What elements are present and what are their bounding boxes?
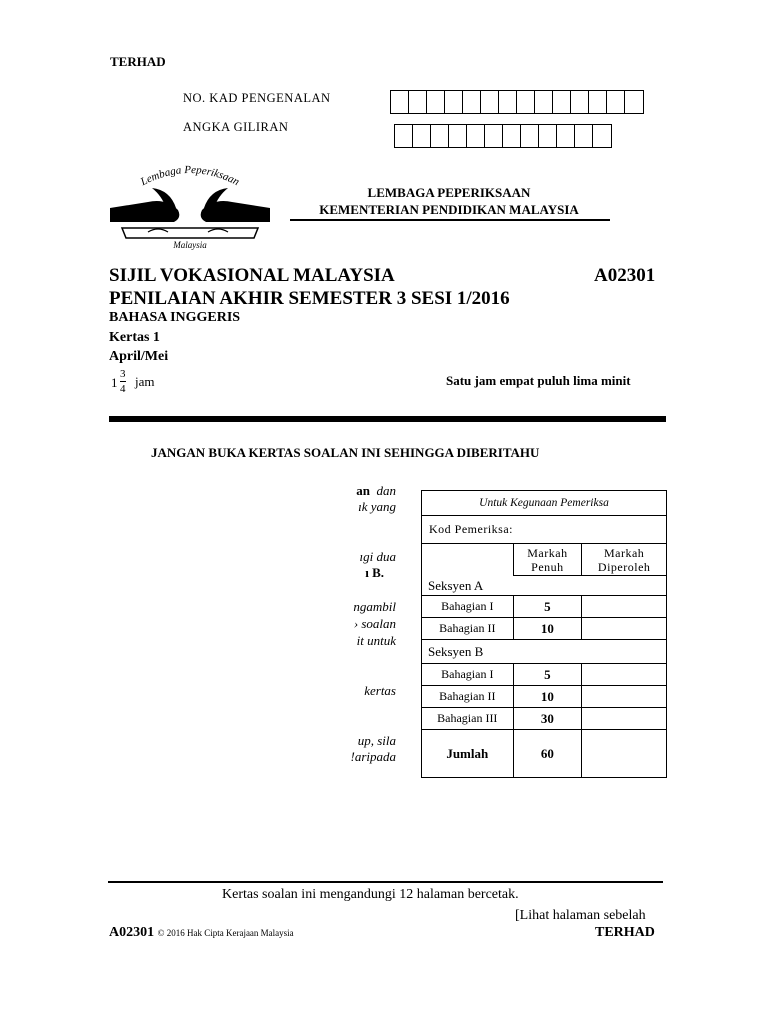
- id-number-label: NO. KAD PENGENALAN: [183, 91, 331, 105]
- board-line-2: KEMENTERIAN PENDIDIKAN MALAYSIA: [319, 202, 579, 217]
- section-a-label: Seksyen A: [422, 576, 667, 596]
- row-label: Bahagian I: [422, 596, 514, 618]
- total-mark-input[interactable]: [582, 730, 667, 778]
- duration-words: Satu jam empat puluh lima minit: [446, 373, 631, 388]
- board-line-1: LEMBAGA PEPERIKSAAN: [367, 185, 531, 200]
- svg-text:Malaysia: Malaysia: [173, 240, 207, 250]
- exam-board-logo: [108, 158, 272, 250]
- id-number-boxes[interactable]: [390, 90, 644, 114]
- instruction-fragment: ı B.: [365, 565, 384, 580]
- full-mark: 5: [513, 664, 582, 686]
- thick-rule: [109, 416, 666, 422]
- full-mark: 5: [513, 596, 582, 618]
- full-mark: 30: [513, 708, 582, 730]
- table-title: Untuk Kegunaan Pemeriksa: [422, 491, 667, 516]
- mark-input[interactable]: [582, 664, 667, 686]
- exam-month: April/Mei: [109, 349, 169, 364]
- instruction-fragment: › soalan: [353, 616, 396, 631]
- board-underline: [290, 219, 610, 221]
- row-label: Bahagian II: [422, 686, 514, 708]
- obtained-marks-header: Markah Diperoleh: [582, 544, 667, 576]
- row-label: Bahagian II: [422, 618, 514, 640]
- mark-input[interactable]: [582, 708, 667, 730]
- index-number-boxes[interactable]: [394, 124, 612, 148]
- exam-board-name: [290, 184, 608, 218]
- examiner-marks-table: [421, 490, 667, 778]
- footer-paper-code: A02301: [109, 925, 155, 940]
- classification-bottom: TERHAD: [595, 925, 655, 940]
- full-marks-header: Markah Penuh: [513, 544, 582, 576]
- page-count-note: Kertas soalan ini mengandungi 12 halaman bercetak.: [222, 887, 519, 902]
- copyright-notice: © 2016 Hak Cipta Kerajaan Malaysia: [157, 928, 294, 938]
- classification-top: TERHAD: [110, 54, 166, 69]
- footer-rule: [108, 881, 663, 883]
- instruction-fragment: ık yang: [358, 499, 396, 514]
- footer-code-line: [109, 925, 294, 941]
- mark-input[interactable]: [582, 596, 667, 618]
- next-page-note: [Lihat halaman sebelah: [515, 908, 646, 923]
- row-label: Bahagian III: [422, 708, 514, 730]
- mark-input[interactable]: [582, 618, 667, 640]
- paper-number: Kertas 1: [109, 330, 160, 345]
- mark-input[interactable]: [582, 686, 667, 708]
- instruction-fragment: kertas: [364, 683, 396, 698]
- instruction-fragment: !aripada: [350, 749, 396, 764]
- section-b-label: Seksyen B: [422, 640, 667, 664]
- full-mark: 10: [513, 618, 582, 640]
- exam-session-title: PENILAIAN AKHIR SEMESTER 3 SESI 1/2016: [109, 288, 510, 309]
- svg-text:Lembaga Peperiksaan: Lembaga Peperiksaan: [138, 163, 242, 189]
- total-full-mark: 60: [513, 730, 582, 778]
- subject: BAHASA INGGERIS: [109, 310, 241, 325]
- total-label: Jumlah: [422, 730, 514, 778]
- instruction-fragment: an dan: [356, 483, 396, 498]
- index-number-label: ANGKA GILIRAN: [183, 120, 289, 134]
- exam-title: SIJIL VOKASIONAL MALAYSIA: [109, 265, 395, 286]
- instruction-fragment: it untuk: [356, 633, 396, 648]
- full-mark: 10: [513, 686, 582, 708]
- paper-code: A02301: [594, 265, 656, 286]
- instruction-fragment: ngambil: [353, 599, 396, 614]
- examiner-code-field[interactable]: Kod Pemeriksa:: [422, 516, 667, 544]
- row-label: Bahagian I: [422, 664, 514, 686]
- instruction-fragment: ıgi dua: [359, 549, 396, 564]
- warning-notice: JANGAN BUKA KERTAS SOALAN INI SEHINGGA DIBERITAHU: [151, 445, 540, 460]
- instruction-fragment: up, sila: [357, 733, 396, 748]
